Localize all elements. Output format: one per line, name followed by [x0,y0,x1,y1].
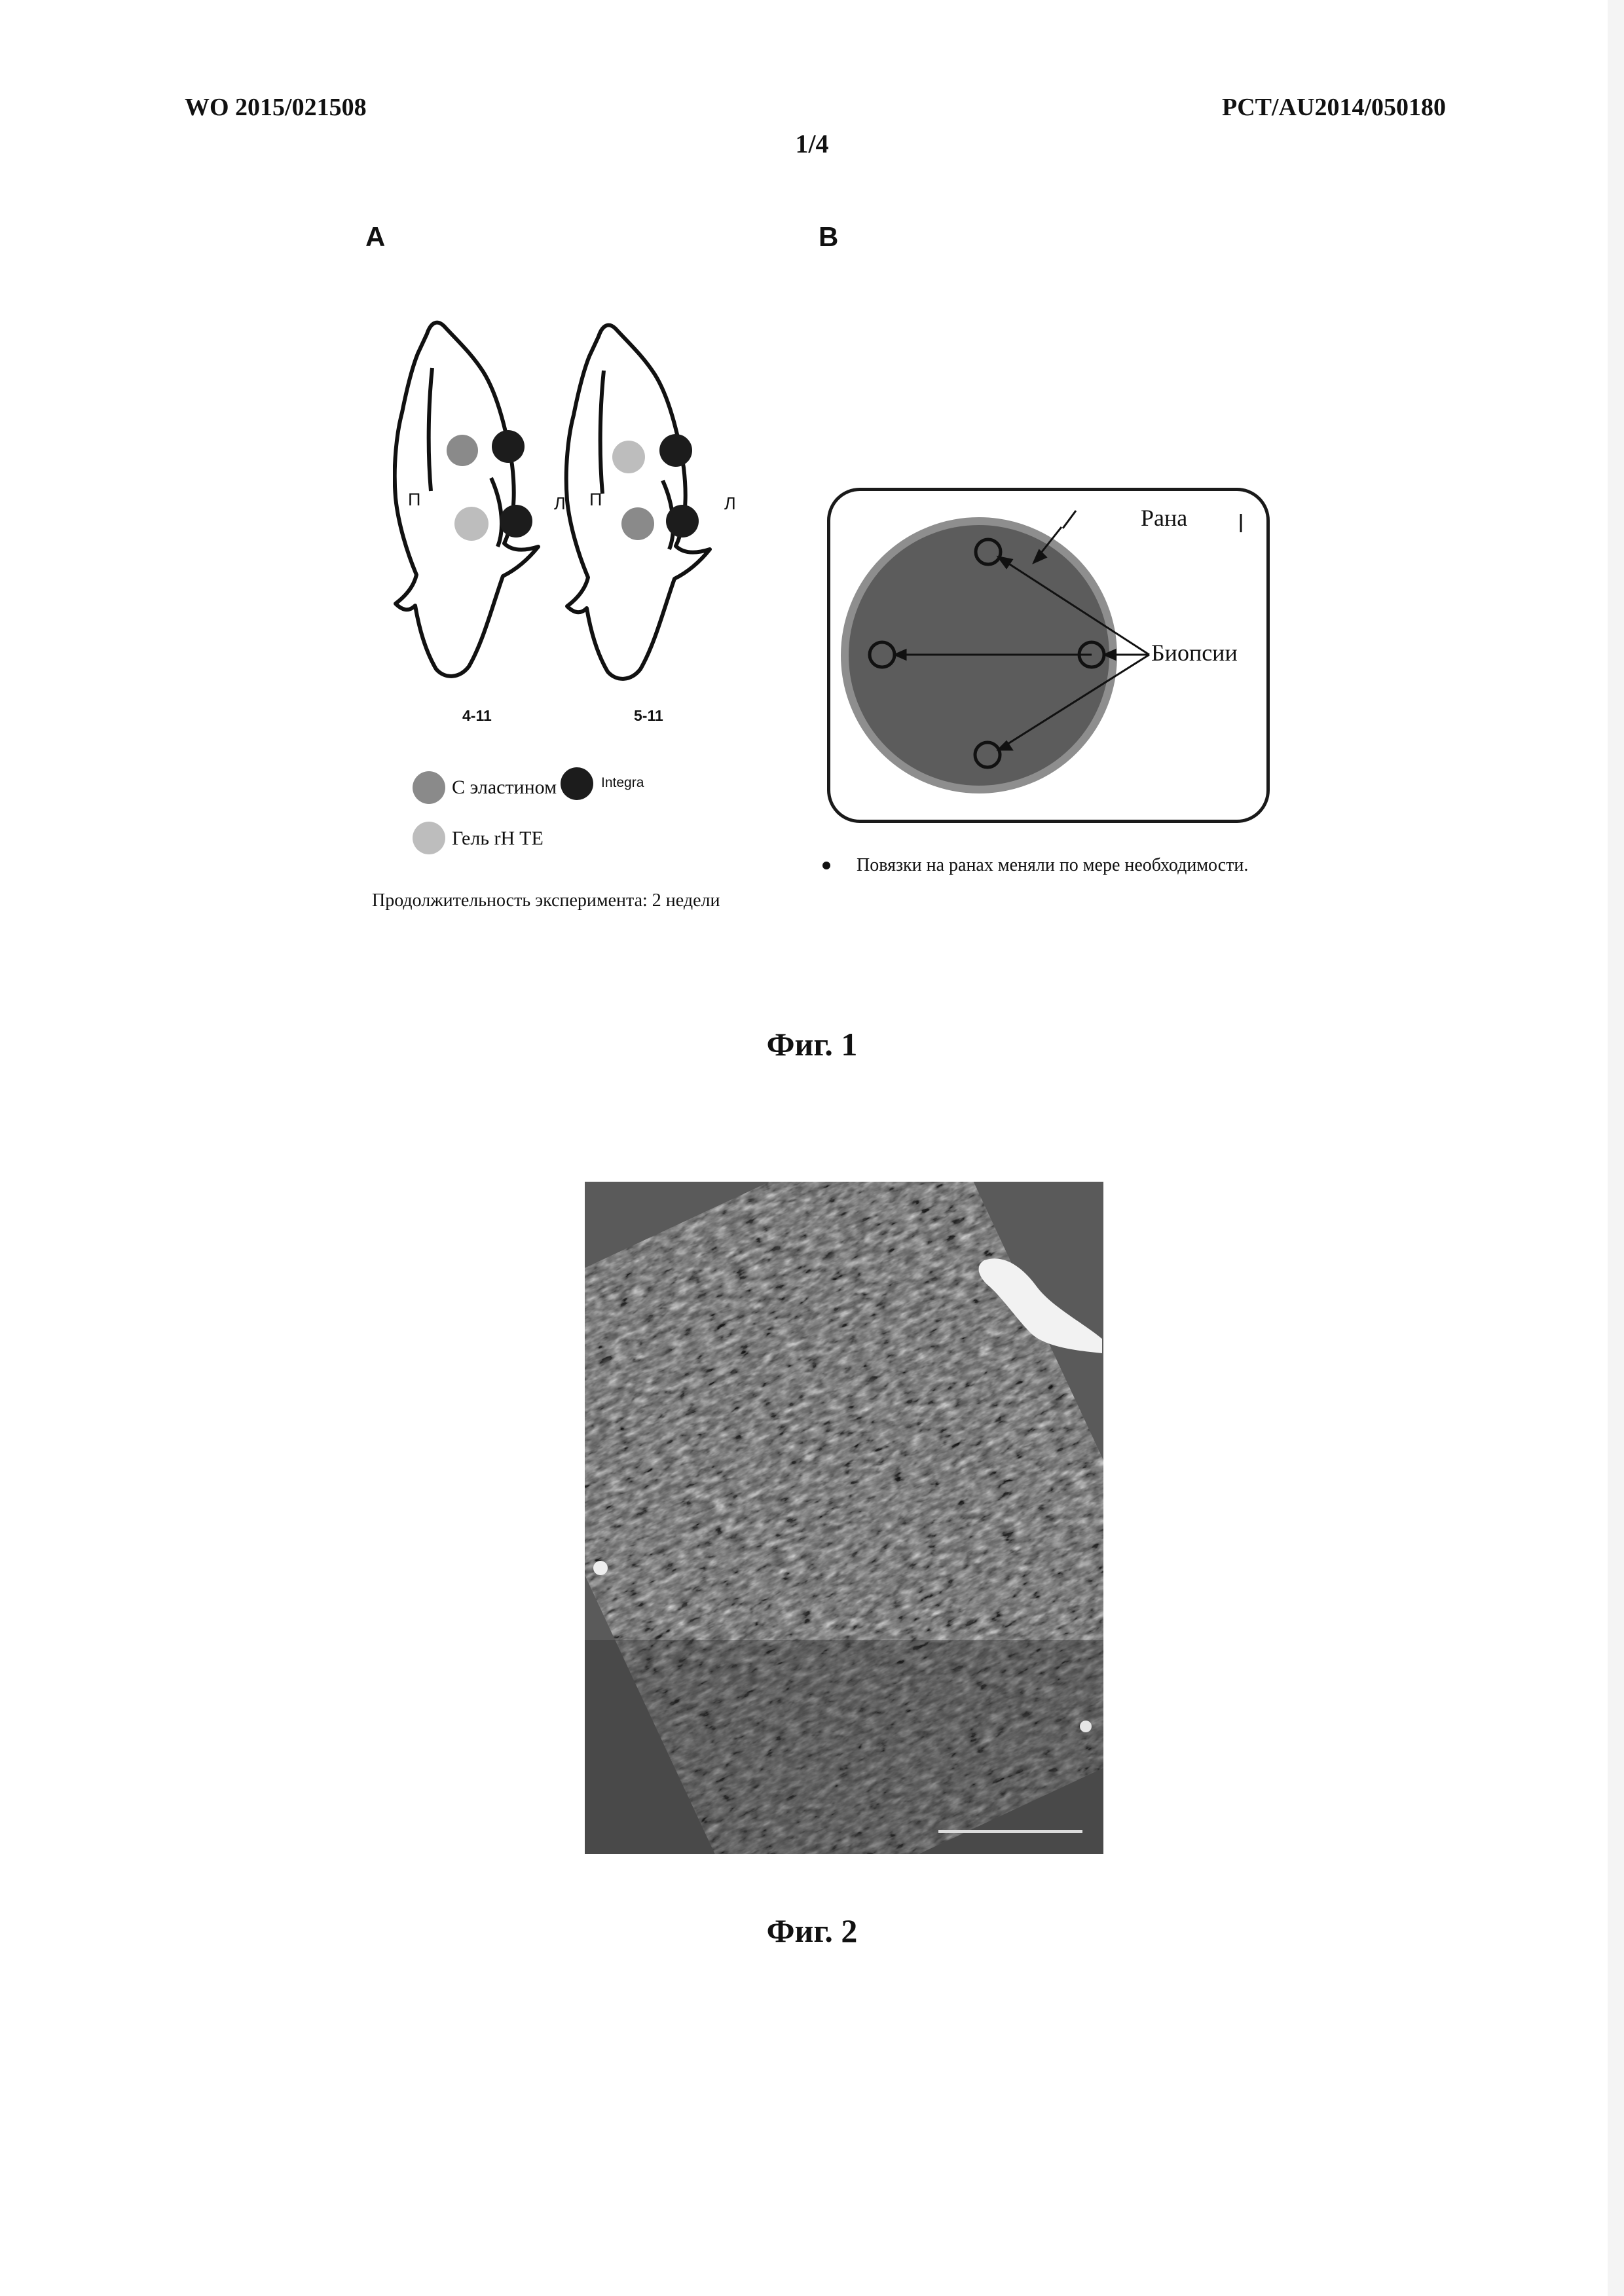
pig-id-label: 4-11 [462,707,492,724]
publication-number: WO 2015/021508 [185,94,367,121]
site-elastin [621,507,654,540]
site-integra [659,434,692,467]
dressing-note: Повязки на ранах меняли по мере необходимости. [857,855,1249,875]
left-side-label: Л [554,494,566,513]
vessel-lumen [1080,1721,1092,1732]
legend-swatch-elastin [413,771,445,804]
site-integra [500,505,532,538]
site-gel [612,441,645,473]
site-integra [492,430,525,463]
legend-label-gel: Гель rH TE [452,828,544,849]
biopsy-label: Биопсии [1151,640,1238,666]
left-side-label: Л [724,494,736,513]
scale-bar [938,1830,1082,1833]
figure-2-caption: Фиг. 2 [766,1912,858,1949]
legend-swatch-gel [413,822,445,854]
scan-edge [1608,0,1624,2296]
pig-outline-5-11 [566,325,710,679]
legend-swatch-integra [561,767,593,800]
panel-a-label: A [365,221,386,252]
wound-pointer [1063,511,1076,528]
histology-micrograph [585,1182,1103,1854]
right-side-label: П [408,490,421,509]
figure-1-caption: Фиг. 1 [766,1026,858,1063]
right-side-label: П [589,490,602,509]
panel-b-label: B [819,221,839,252]
vessel-lumen [593,1561,608,1575]
site-gel [454,507,489,541]
site-integra [666,505,699,538]
legend-label-elastin: С эластином [452,776,557,798]
legend-label-integra: Integra [601,775,644,790]
site-elastin [447,435,478,466]
application-number: PCT/AU2014/050180 [1222,94,1446,121]
experiment-duration: Продолжительность эксперимента: 2 недели [372,890,720,911]
wound-label: Рана [1141,505,1188,531]
pig-id-label: 5-11 [634,707,663,724]
pig-diagram [393,308,760,733]
sheet-number: 1/4 [795,129,829,158]
micrograph-texture [585,1182,1103,1854]
bullet-icon [822,862,830,869]
